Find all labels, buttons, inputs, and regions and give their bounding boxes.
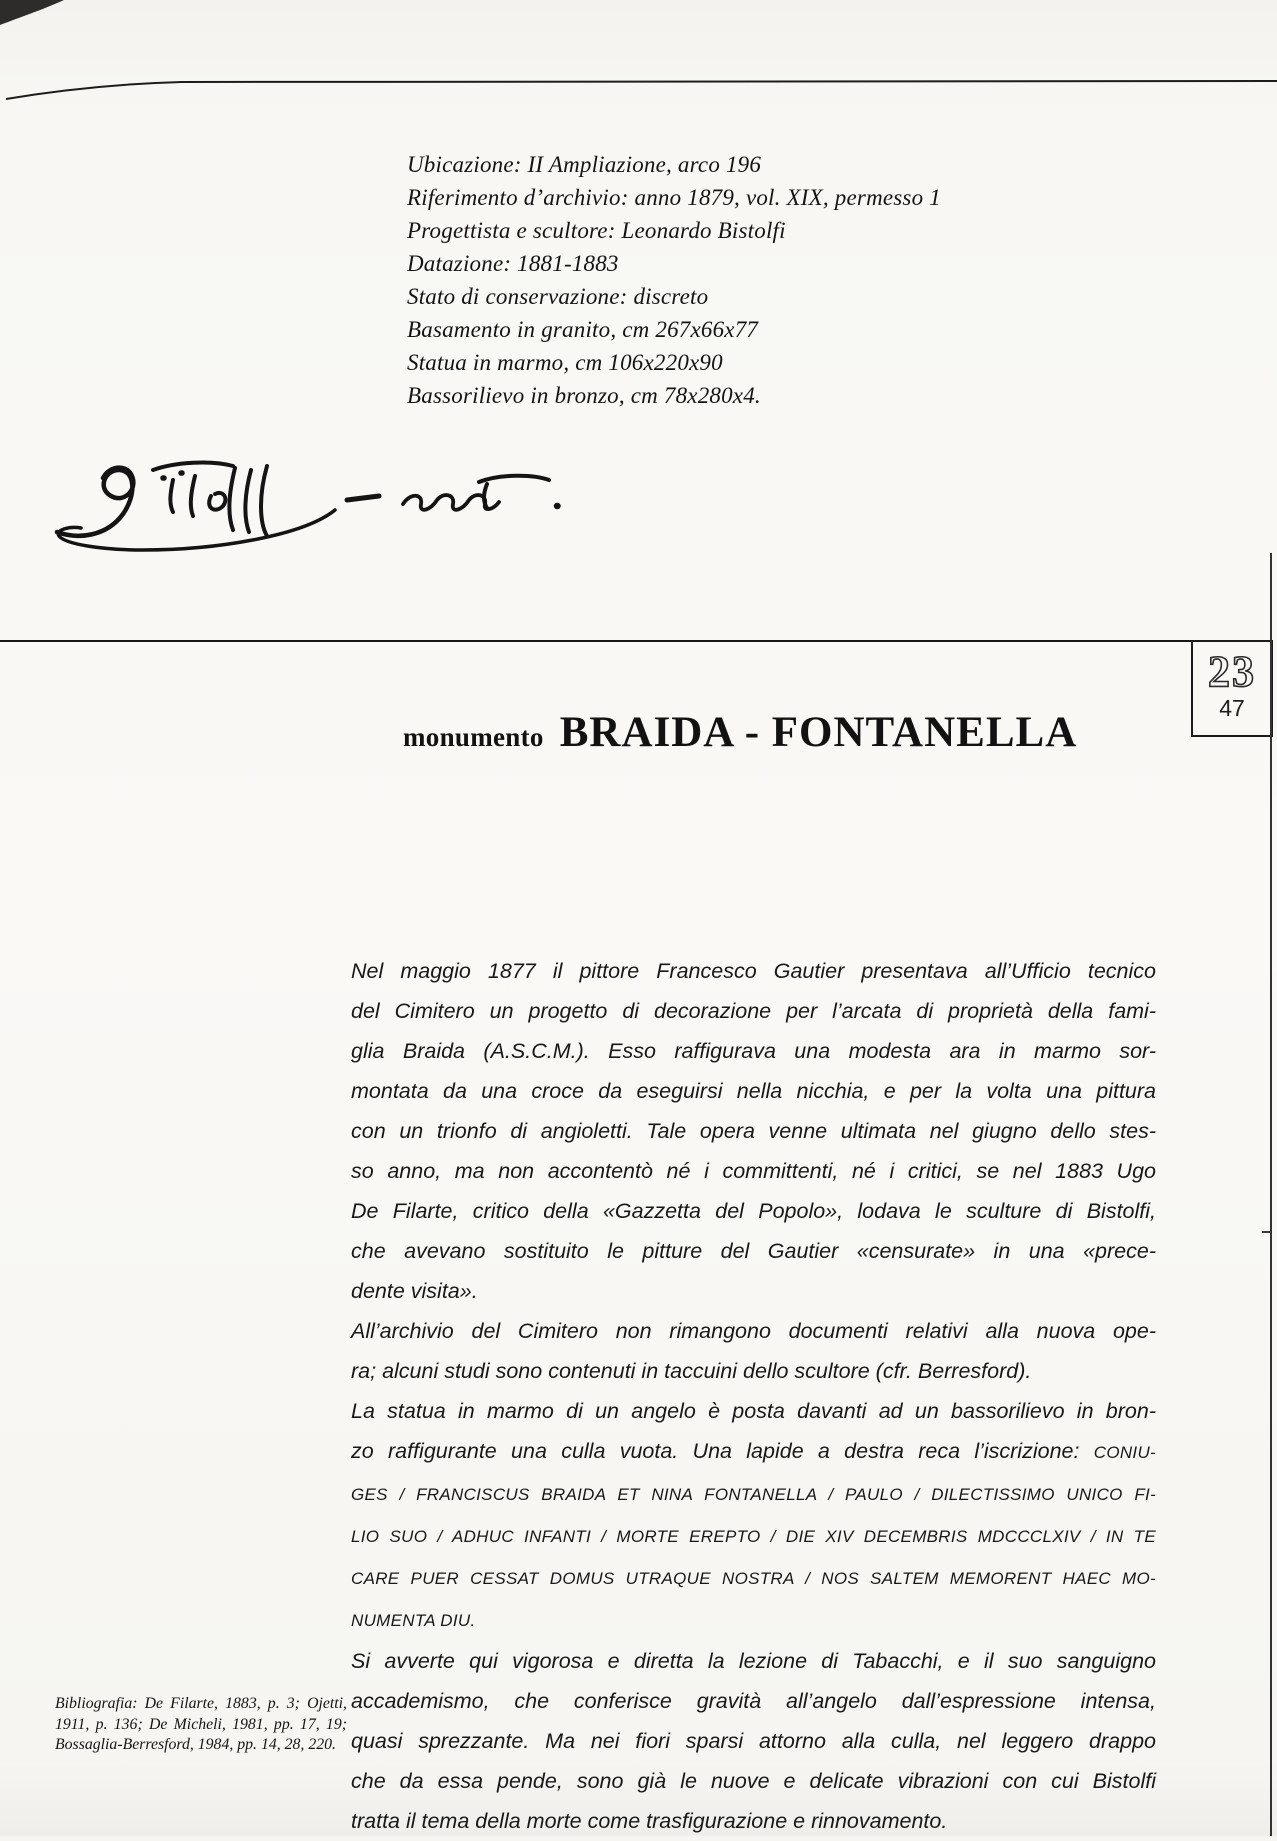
body-text: accademismo, che conferisce gravità all’angelo dall’espressione intensa, xyxy=(351,1689,1156,1713)
body-paragraph xyxy=(351,1311,1156,1391)
page-number-box xyxy=(1191,640,1273,737)
bibliography-line: Bibliografia: De Filarte, 1883, p. 3; Ojetti, xyxy=(55,1695,347,1712)
body-text: dente visita». xyxy=(351,1279,478,1303)
body-line xyxy=(351,1761,1156,1801)
top-hairline xyxy=(6,81,1277,99)
body-line xyxy=(351,1557,1156,1599)
body-text: montata da una croce da eseguirsi nella nicchia, e per la volta una pittura xyxy=(351,1079,1156,1103)
monument-heading xyxy=(403,708,1077,757)
inscription-text: CONIU- xyxy=(1093,1443,1156,1462)
inscription-text: LIO SUO / ADHUC INFANTI / MORTE EREPTO / DIE XIV DECEMBRIS MDCCCLXIV / IN TE xyxy=(351,1527,1156,1546)
catalog-number-outline xyxy=(1197,644,1267,696)
body-line xyxy=(351,1721,1156,1761)
bibliography-line: Bossaglia-Berresford, 1984, pp. 14, 28, 220. xyxy=(55,1736,336,1753)
bistolfi-signature xyxy=(35,448,565,566)
body-line xyxy=(351,1231,1156,1271)
body-text: glia Braida (A.S.C.M.). Esso raffigurava una modesta ara in marmo sor- xyxy=(351,1039,1156,1063)
body-line xyxy=(351,1351,1156,1391)
body-text-column xyxy=(351,951,1156,1841)
bibliography-line: 1911, p. 136; De Micheli, 1981, pp. 17, 19; xyxy=(55,1715,347,1733)
body-text: ra; alcuni studi sono contenuti in taccuini dello scultore (cfr. Berresford). xyxy=(351,1359,1032,1383)
page-right-edge-line xyxy=(1270,553,1272,1836)
body-line xyxy=(351,1391,1156,1431)
body-line xyxy=(351,951,1156,991)
body-text: so anno, ma non accontentò né i committenti, né i critici, se nel 1883 Ugo xyxy=(351,1159,1156,1183)
body-line xyxy=(351,1031,1156,1071)
body-line xyxy=(351,1271,1156,1311)
signature-drawing xyxy=(35,448,565,563)
metadata-line: Stato di conservazione: discreto xyxy=(407,284,709,309)
body-line xyxy=(351,1151,1156,1191)
body-line xyxy=(351,1515,1156,1557)
metadata-line: Riferimento d’archivio: anno 1879, vol. XIX, permesso 1 xyxy=(407,185,941,210)
inscription-text: CARE PUER CESSAT DOMUS UTRAQUE NOSTRA / NOS SALTEM MEMORENT HAEC MO- xyxy=(351,1569,1156,1588)
artwork-metadata xyxy=(407,148,1047,412)
body-text: La statua in marmo di un angelo è posta davanti ad un bassorilievo in bron- xyxy=(351,1399,1156,1423)
body-text: tratta il tema della morte come trasfigurazione e rinnovamento. xyxy=(351,1809,948,1833)
body-line xyxy=(351,1681,1156,1721)
body-text: All’archivio del Cimitero non rimangono documenti relativi alla nuova ope- xyxy=(351,1319,1156,1343)
inscription-text: GES / FRANCISCUS BRAIDA ET NINA FONTANELLA / PAULO / DILECTISSIMO UNICO FI- xyxy=(351,1485,1156,1504)
inscription-text: NUMENTA DIU. xyxy=(351,1611,476,1630)
body-line xyxy=(351,1191,1156,1231)
body-line xyxy=(351,1801,1156,1841)
metadata-line: Datazione: 1881-1883 xyxy=(407,251,619,276)
body-paragraph xyxy=(351,1641,1156,1841)
metadata-line: Bassorilievo in bronzo, cm 78x280x4. xyxy=(407,383,761,408)
body-paragraph xyxy=(351,951,1156,1311)
page-top-edge-artifact xyxy=(0,0,1277,120)
page-number: 47 xyxy=(1219,695,1245,721)
body-text: del Cimitero un progetto di decorazione per l’arcata di proprietà della fami- xyxy=(351,999,1156,1023)
body-line xyxy=(351,1071,1156,1111)
body-line xyxy=(351,1431,1156,1473)
body-text: quasi sprezzante. Ma nei fiori sparsi attorno alla culla, nel leggero drappo xyxy=(351,1729,1156,1753)
body-text: che da essa pende, sono già le nuove e delicate vibrazioni con cui Bistolfi xyxy=(351,1769,1156,1793)
body-line xyxy=(351,1473,1156,1515)
body-line xyxy=(351,1311,1156,1351)
body-text: con un trionfo di angioletti. Tale opera venne ultimata nel giugno dello stes- xyxy=(351,1119,1156,1143)
body-line xyxy=(351,1111,1156,1151)
scan-corner-wedge xyxy=(0,0,64,25)
catalog-number: 23 xyxy=(1208,647,1256,696)
metadata-line: Statua in marmo, cm 106x220x90 xyxy=(407,350,723,375)
metadata-line: Progettista e scultore: Leonardo Bistolfi xyxy=(407,218,786,243)
body-text: Nel maggio 1877 il pittore Francesco Gautier presentava all’Ufficio tecnico xyxy=(351,959,1156,983)
section-divider-rule xyxy=(0,640,1191,642)
metadata-line: Basamento in granito, cm 267x66x77 xyxy=(407,317,759,342)
bibliography-note xyxy=(55,1694,347,1756)
body-text: zo raffigurante una culla vuota. Una lapide a destra reca l’iscrizione: xyxy=(351,1439,1094,1463)
body-line xyxy=(351,1599,1156,1641)
heading-title: BRAIDA - FONTANELLA xyxy=(559,709,1078,756)
body-line xyxy=(351,991,1156,1031)
body-text: Si avverte qui vigorosa e diretta la lezione di Tabacchi, e il suo sanguigno xyxy=(351,1649,1156,1673)
body-paragraph xyxy=(351,1391,1156,1641)
metadata-line: Ubicazione: II Ampliazione, arco 196 xyxy=(407,152,762,177)
body-text: De Filarte, critico della «Gazzetta del Popolo», lodava le sculture di Bistolfi, xyxy=(351,1199,1156,1223)
body-text: che avevano sostituito le pitture del Gautier «censurate» in una «prece- xyxy=(351,1239,1156,1263)
page-right-edge-tick xyxy=(1262,1231,1271,1233)
heading-prefix: monumento xyxy=(403,722,544,752)
body-line xyxy=(351,1641,1156,1681)
